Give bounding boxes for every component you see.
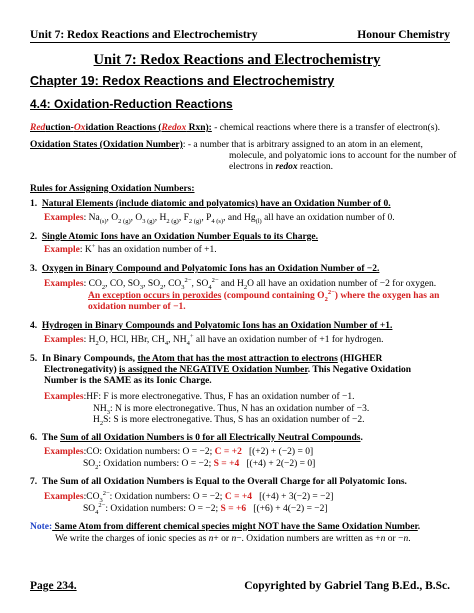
chapter-heading: Chapter 19: Redox Reactions and Electrochemistry: [30, 74, 335, 88]
example-4: Examples: $H_2O$, HCl, HBr, $CH_4$, $NH_4^+$ all have an oxidation number of +1 for hydrogen.: [44, 332, 384, 347]
peroxide-exception-cont: oxidation number of −1.: [88, 302, 186, 312]
example-7-line2: $SO_4^{2-}$: Oxidation numbers: O = −2; S = +6 [(+6) + 4(−2) = −2]: [83, 501, 328, 516]
page-title: Unit 7: Redox Reactions and Electrochemistry: [93, 52, 381, 68]
rule-3: 3. Oxygen in Binary Compound and Polyatomic Ions has an Oxidation Number of −2.: [30, 264, 380, 274]
example-5-line3: $H_2S$: S is more electronegative. Thus, S has an oxidation number of −2.: [93, 415, 365, 427]
oxidation-state-definition: Oxidation States (Oxidation Number): - a number that is arbitrary assigned to an atom in an element,: [30, 140, 423, 150]
example-6-line1: Examples:CO: Oxidation numbers: O = −2; C = +2 [(+2) + (−2) = 0]: [44, 447, 314, 457]
rules-title: Rules for Assigning Oxidation Numbers:: [30, 184, 195, 194]
example-3: Examples: $CO_2$, CO, $SO_3$, $SO_2$, $CO_3^{2-}$, $SO_4^{2-}$ and $H_2O$ all have an oxidation number of −2 for oxygen.: [44, 276, 437, 291]
example-5-line2: $NH_3$: N is more electronegative. Thus, N has an oxidation number of −3.: [93, 404, 370, 416]
rule-1: 1. Natural Elements (include diatomic and polyatomics) have an Oxidation Number of 0.: [30, 199, 391, 209]
example-2: Example: K+ has an oxidation number of +1.: [44, 242, 217, 255]
header-right: Honour Chemistry: [357, 29, 450, 41]
header-left: Unit 7: Redox Reactions and Electrochemistry: [30, 29, 258, 41]
example-7-line1: $Examples:CO_3^{2-}$: Oxidation numbers: O = −2; C = +4 [(+4) + 3(−2) = −2]: [44, 489, 334, 504]
rule-7: 7. The Sum of all Oxidation Numbers is Equal to the Overall Charge for all Polyatomic Ions.: [30, 477, 407, 487]
ox-def-line2: molecule, and polyatomic ions to account for the number of: [229, 151, 457, 161]
example-1: Examples: $Na_{(s)}$, $O_{2 (g)}$, $O_{3 (g)}$, $H_{2 (g)}$, $F_{2 (g)}$, $P_{4 (s)}$, and $Hg_{(l)}$ all have an oxidation number of 0.: [44, 213, 395, 225]
page-footer: [30, 580, 450, 592]
page-header: [30, 29, 450, 43]
example-5-line1: Examples:HF: F is more electronegative. Thus, F has an oxidation number of −1.: [44, 392, 355, 402]
example-6-line2: $SO_2$: Oxidation numbers: O = −2; S = +4 [(+4) + 2(−2) = 0]: [83, 459, 316, 471]
redox-definition: Reduction-Oxidation Reactions (Redox Rxn): - chemical reactions where there is a transfer of electron(s).: [30, 123, 441, 133]
rule-2: 2. Single Atomic Ions have an Oxidation Number Equals to its Charge.: [30, 232, 319, 242]
rule-5-line2: Electronegativity) is assigned the NEGATIVE Oxidation Number. This Negative Oxidation: [44, 365, 412, 375]
footer-left: Page 234.: [30, 580, 77, 592]
rule-5-line3: Number is the SAME as its Ionic Charge.: [44, 376, 212, 386]
rule-5: 5. In Binary Compounds, the Atom that has the most attraction to electrons (HIGHER: [30, 354, 383, 364]
rule-4: 4. Hydrogen in Binary Compounds and Polyatomic Ions has an Oxidation Number of +1.: [30, 321, 393, 331]
peroxide-exception: An exception occurs in peroxides (compound containing $O_2^{2-}$) where the oxygen has an: [88, 288, 440, 303]
rule-6: 6. The Sum of all Oxidation Numbers is 0 for all Electrically Neutral Compounds.: [30, 433, 363, 443]
footer-right: Copyrighted by Gabriel Tang B.Ed., B.Sc.: [244, 580, 450, 592]
note-line2: We write the charges of ionic species as n+ or n−. Oxidation numbers are written as +n or −n.: [55, 534, 411, 544]
note-line1: Note: Same Atom from different chemical species might NOT have the Same Oxidation Number.: [30, 522, 421, 532]
ox-def-line3: electrons in redox reaction.: [229, 162, 333, 172]
section-heading: 4.4: Oxidation-Reduction Reactions: [30, 97, 233, 111]
